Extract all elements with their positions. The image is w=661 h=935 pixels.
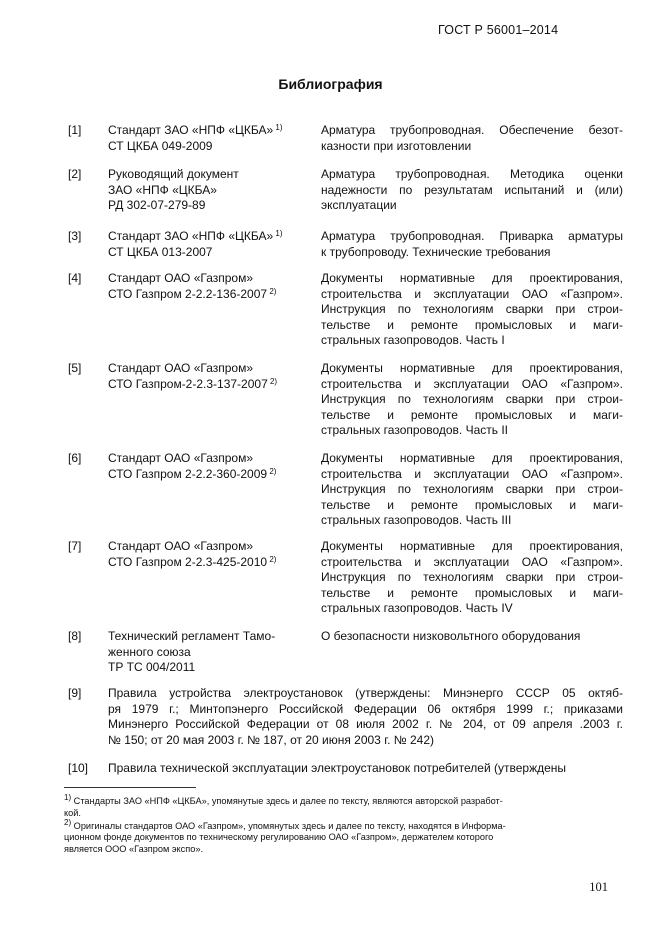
- source-line: [108, 271, 308, 287]
- description-line: тельстве и ремонте промысловых и маги-: [321, 497, 623, 512]
- source-line: [108, 167, 308, 183]
- source-text: Стандарт ОАО «Газпром»: [108, 271, 254, 285]
- entry-source: [108, 451, 308, 482]
- footnote: [64, 817, 604, 856]
- entry-description: [321, 229, 623, 260]
- text-line: ря 1979 г.; Минтопэнерго Российской Федерации 06 октября 1999 г.; приказами: [108, 701, 623, 716]
- footnote-ref: 2): [267, 466, 277, 476]
- footnote-line: $^{1)}$ Стандарты ЗАО «НПФ «ЦКБА», упомянутые здесь и далее по тексту, являются авторской разработ-: [64, 793, 503, 806]
- description-line: стральных газопроводов. Часть IV: [321, 601, 513, 616]
- description-line: стральных газопроводов. Часть III: [321, 513, 512, 528]
- entry-number: [3]: [68, 229, 82, 243]
- text-line: Правила технической эксплуатации электроустановок потребителей (утверждены: [108, 761, 567, 775]
- entry-source: [108, 167, 308, 214]
- page-title: Библиография: [278, 76, 383, 92]
- entry-full-text: [108, 761, 623, 777]
- footnote-ref: 1): [273, 229, 283, 238]
- description-line: эксплуатации: [321, 198, 397, 213]
- entry-description: [321, 167, 623, 214]
- entry-source: [108, 539, 308, 570]
- entry-description: [321, 539, 623, 617]
- source-text: Стандарт ЗАО «НПФ «ЦКБА»: [108, 123, 274, 137]
- source-line: [108, 629, 308, 645]
- source-text: Стандарт ЗАО «НПФ «ЦКБА»: [108, 229, 274, 243]
- description-line: Арматура трубопроводная. Обеспечение безот-: [321, 123, 623, 137]
- source-line: [108, 539, 308, 555]
- footnote-mark: 1): [64, 793, 72, 802]
- entry-number: [1]: [68, 123, 82, 137]
- source-text: Руководящий документ: [108, 167, 239, 181]
- footnote-line: $^{2)}$ Оригиналы стандартов ОАО «Газпром», упомянутых здесь и далее по тексту, находятся в Информа-: [64, 817, 506, 831]
- footnote-ref: 2): [267, 286, 277, 296]
- entry-source: [108, 123, 308, 154]
- description-line: надежности по результатам испытаний и (или): [321, 182, 623, 197]
- source-line: [108, 660, 308, 676]
- entry-description: [321, 123, 623, 154]
- entry-source: [108, 361, 308, 392]
- footnote-ref: 1): [273, 123, 283, 132]
- description-line: строительства и эксплуатации ОАО «Газпром».: [321, 376, 623, 391]
- description-line: Инструкция по технологиям сварки при строи-: [321, 392, 623, 407]
- source-text: РД 302-07-279-89: [108, 198, 206, 213]
- description-line: Документы нормативные для проектирования,: [321, 451, 623, 465]
- description-line: Документы нормативные для проектирования,: [321, 361, 623, 375]
- source-line: [108, 287, 308, 303]
- entry-description: [321, 361, 623, 439]
- footnote-line: является ООО «Газпром экспо».: [64, 844, 204, 855]
- source-line: [108, 451, 308, 467]
- source-text: Технический регламент Тамо-: [108, 629, 276, 643]
- page-number: 101: [589, 880, 608, 894]
- entry-source: [108, 229, 308, 260]
- description-line: казности при изготовлении: [321, 138, 472, 153]
- description-line: строительства и эксплуатации ОАО «Газпром».: [321, 554, 623, 569]
- source-text: ЗАО «НПФ «ЦКБА»: [108, 182, 217, 197]
- description-line: Арматура трубопроводная. Методика оценки: [321, 167, 623, 181]
- source-line: [108, 645, 308, 661]
- entry-source: [108, 629, 308, 676]
- description-line: Инструкция по технологиям сварки при строи-: [321, 482, 623, 497]
- text-line: Минэнерго Российской Федерации от 08 июля 2002 г. № 204, от 09 апреля .2003 г.: [108, 717, 623, 732]
- description-line: Инструкция по технологиям сварки при строи-: [321, 570, 623, 585]
- description-line: Инструкция по технологиям сварки при строи-: [321, 302, 623, 317]
- source-text: женного союза: [108, 644, 191, 659]
- description-line: Арматура трубопроводная. Приварка арматуры: [321, 229, 623, 243]
- entry-source: [108, 271, 308, 302]
- footnote: [64, 793, 604, 820]
- entry-number: [9]: [68, 686, 82, 700]
- description-line: Документы нормативные для проектирования,: [321, 271, 623, 285]
- source-text: СТ ЦКБА 049-2009: [108, 138, 213, 153]
- text-line: Правила устройства электроустановок (утверждены: Минэнерго СССР 05 октяб-: [108, 686, 623, 700]
- source-text: СТО Газпром 2-2.3-425-2010: [108, 554, 268, 569]
- footnote-line: ционном фонде документов по техническому регулированию ОАО «Газпром», держателем которого: [64, 832, 494, 843]
- footnote-mark: 2): [64, 817, 72, 827]
- source-line: [108, 139, 308, 155]
- description-line: Документы нормативные для проектирования,: [321, 539, 623, 553]
- footnote-ref: 2): [267, 376, 278, 386]
- source-line: [108, 245, 308, 261]
- entry-description: [321, 451, 623, 529]
- source-text: СТО Газпром 2-2.2-136-2007: [108, 286, 268, 301]
- source-text: Стандарт ОАО «Газпром»: [108, 361, 254, 375]
- description-line: стральных газопроводов. Часть II: [321, 423, 509, 438]
- source-line: [108, 183, 308, 199]
- footnote-ref: 2): [267, 554, 277, 564]
- entry-description: [321, 271, 623, 349]
- description-line: О безопасности низковольтного оборудования: [321, 629, 581, 643]
- source-line: [108, 198, 308, 214]
- entry-number: [8]: [68, 629, 82, 643]
- source-line: [108, 123, 308, 139]
- source-line: [108, 377, 308, 393]
- text-line: № 150; от 20 мая 2003 г. № 187, от 20 июня 2003 г. № 242): [108, 732, 434, 747]
- source-text: СТО Газпром-2-2.3-137-2007: [108, 376, 268, 391]
- source-text: Стандарт ОАО «Газпром»: [108, 539, 254, 553]
- footnote-separator: [64, 787, 196, 788]
- description-line: строительства и эксплуатации ОАО «Газпром».: [321, 466, 623, 481]
- description-line: тельстве и ремонте промысловых и маги-: [321, 407, 623, 422]
- footnotes: [64, 793, 604, 857]
- description-line: тельстве и ремонте промысловых и маги-: [321, 317, 623, 332]
- source-text: СТ ЦКБА 013-2007: [108, 244, 213, 259]
- standard-code: ГОСТ Р 56001–2014: [438, 23, 559, 37]
- footnote-line: кой.: [64, 807, 81, 818]
- description-line: строительства и эксплуатации ОАО «Газпром».: [321, 286, 623, 301]
- source-line: [108, 555, 308, 571]
- entry-number: [6]: [68, 451, 82, 465]
- source-line: [108, 229, 308, 245]
- entry-number: [4]: [68, 271, 82, 285]
- source-text: ТР ТС 004/2011: [108, 660, 196, 675]
- entry-full-text: [108, 686, 623, 748]
- entry-number: [10]: [68, 761, 89, 775]
- source-line: [108, 361, 308, 377]
- source-line: [108, 467, 308, 483]
- source-text: Стандарт ОАО «Газпром»: [108, 451, 254, 465]
- entry-description: [321, 629, 623, 645]
- entry-number: [7]: [68, 539, 82, 553]
- entry-number: [2]: [68, 167, 82, 181]
- source-text: СТО Газпром 2-2.2-360-2009: [108, 466, 268, 481]
- description-line: стральных газопроводов. Часть I: [321, 333, 505, 348]
- description-line: к трубопроводу. Технические требования: [321, 244, 551, 259]
- entry-number: [5]: [68, 361, 82, 375]
- description-line: тельстве и ремонте промысловых и маги-: [321, 585, 623, 600]
